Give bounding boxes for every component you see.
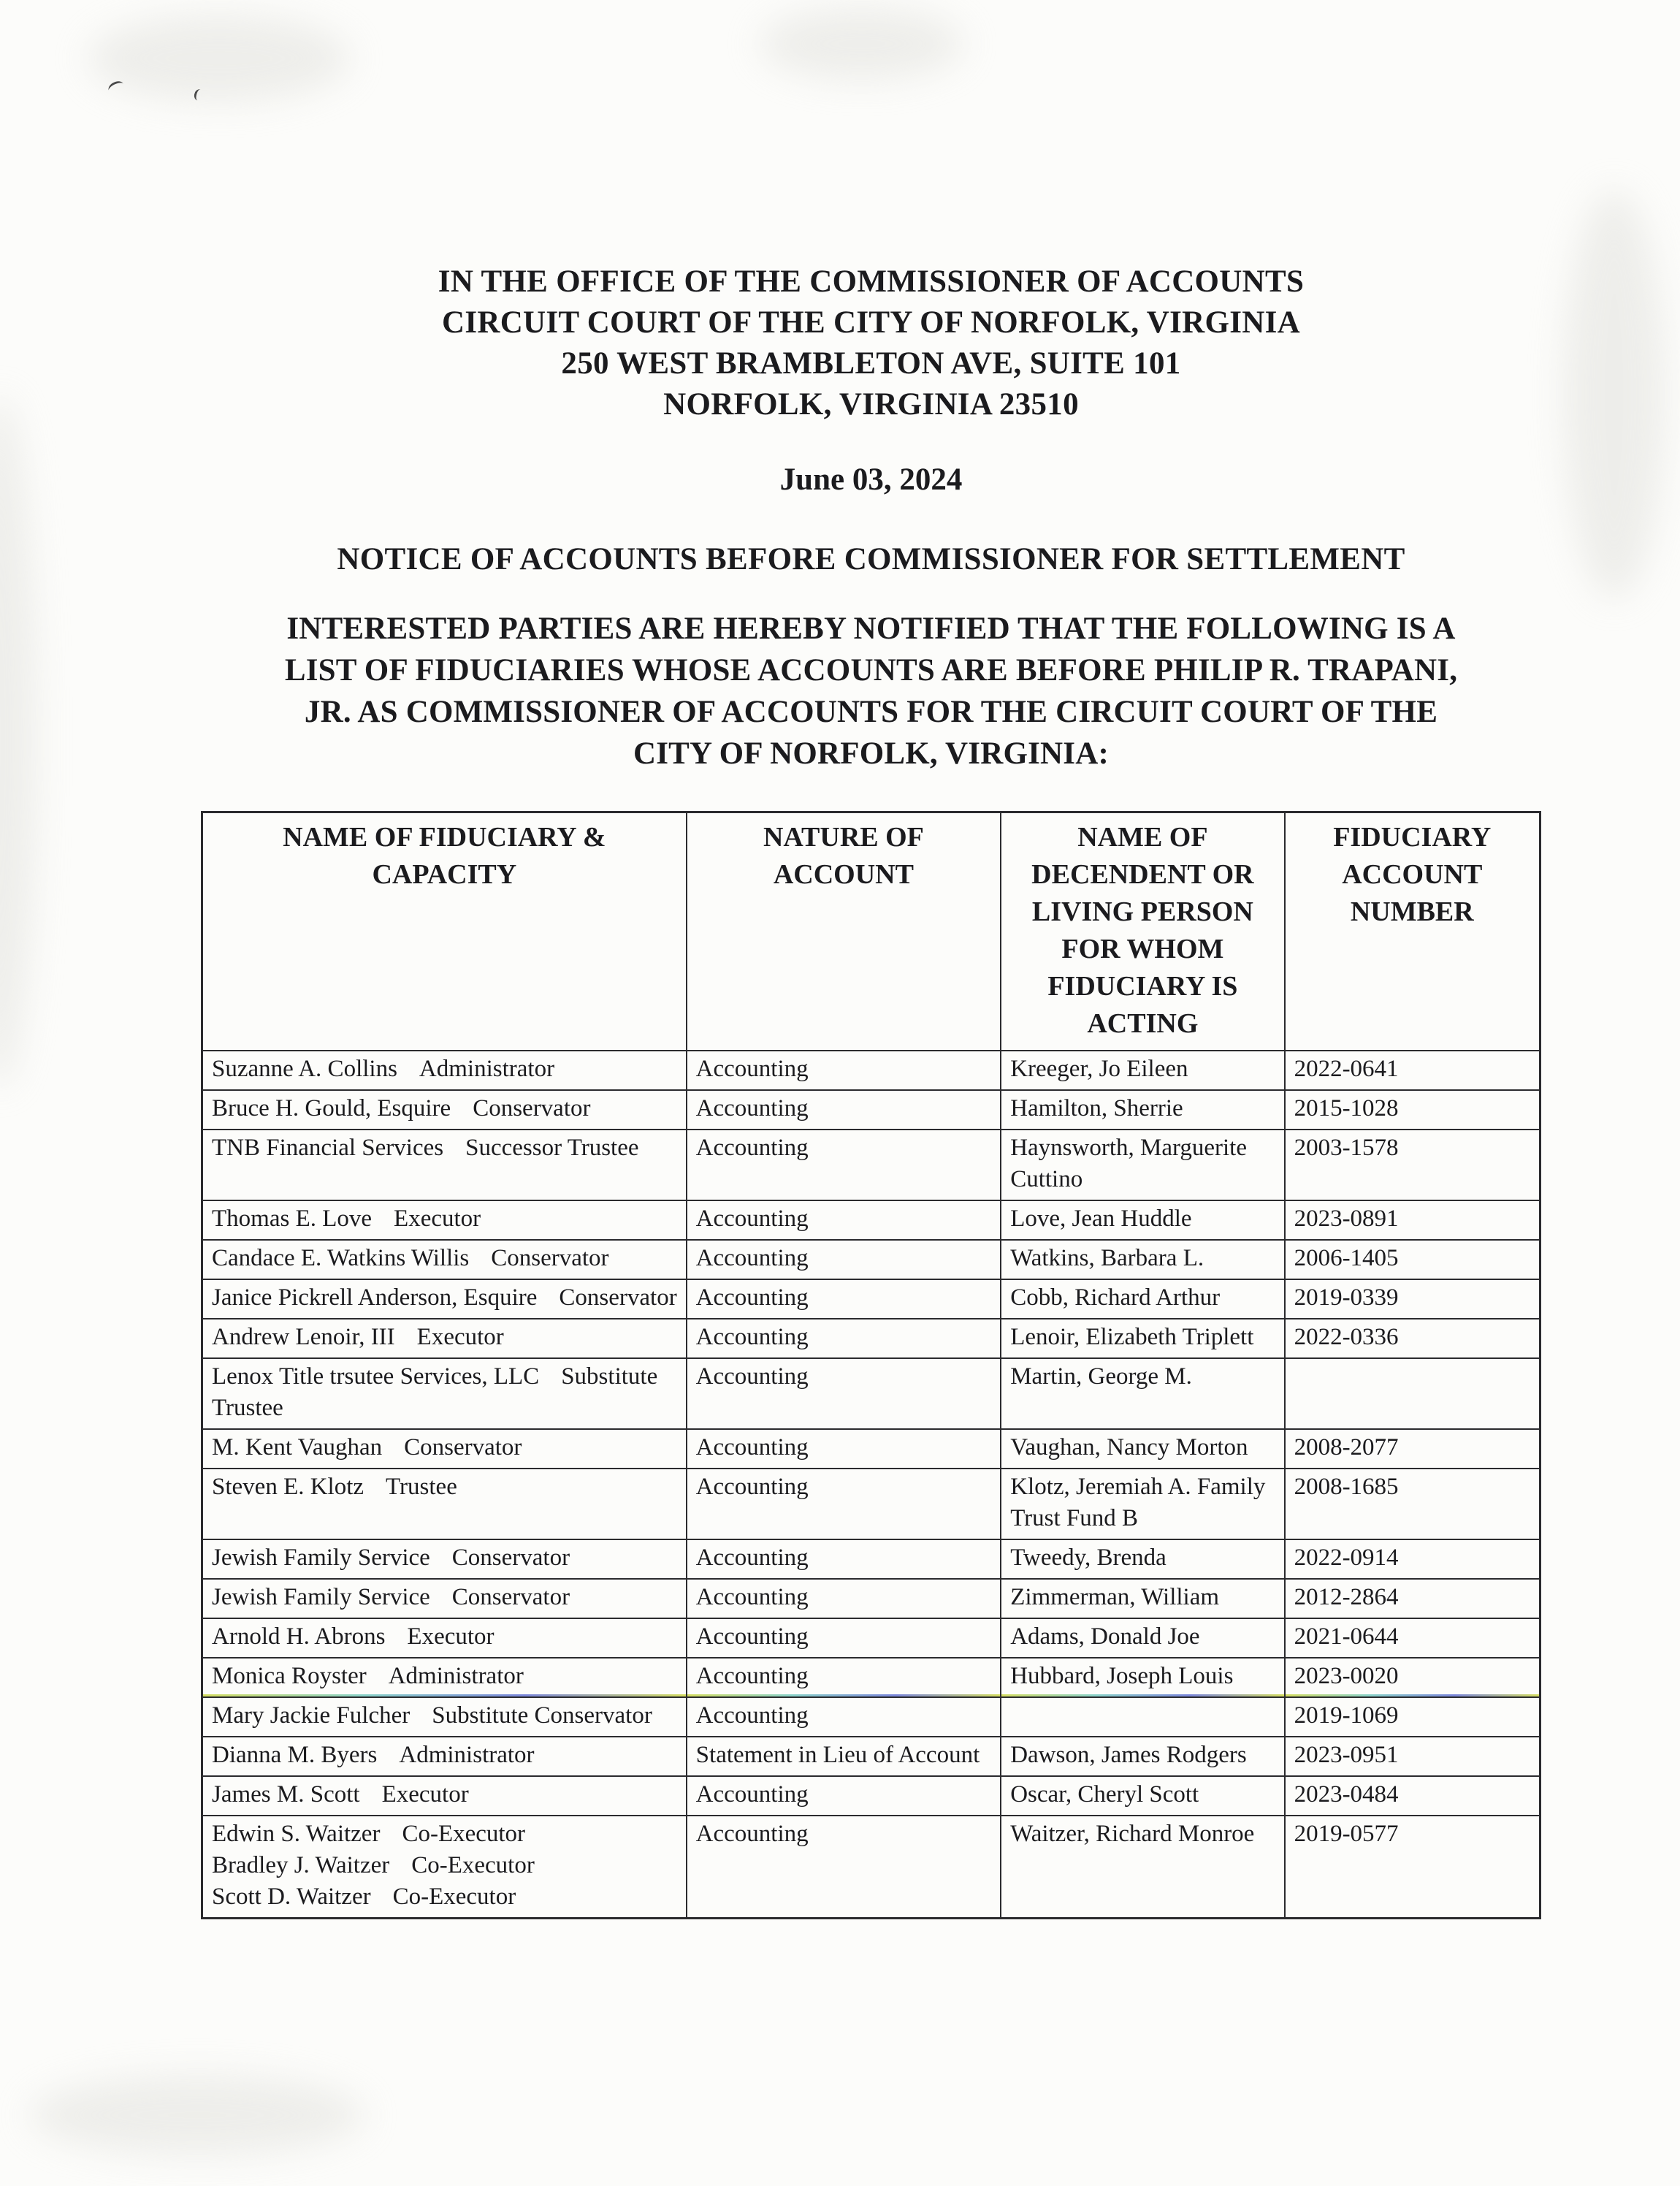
- decedent-cell: Tweedy, Brenda: [1001, 1539, 1284, 1579]
- fiduciary-capacity: Conservator: [451, 1545, 570, 1571]
- header-line: CIRCUIT COURT OF THE CITY OF NORFOLK, VIRGINIA: [441, 305, 1301, 340]
- fiduciary-capacity: Co-Executor: [411, 1852, 535, 1878]
- fiduciary-cell: [202, 1090, 687, 1130]
- fiduciary-name: Edwin S. Waitzer: [212, 1821, 381, 1847]
- fiduciary-name: Jewish Family Service: [212, 1545, 430, 1571]
- table-row: [202, 1130, 1540, 1200]
- table-row: [202, 1618, 1540, 1658]
- account-number-cell: 2015-1028: [1285, 1090, 1540, 1130]
- fiduciary-name: M. Kent Vaughan: [212, 1434, 383, 1460]
- fiduciary-capacity: Administrator: [419, 1056, 555, 1082]
- column-header-nature: NATURE OF ACCOUNT: [687, 812, 1001, 1051]
- decedent-cell: Adams, Donald Joe: [1001, 1618, 1284, 1658]
- scan-smudge: [1563, 190, 1665, 599]
- fiduciary-cell: [202, 1469, 687, 1539]
- fiduciary-name: Lenox Title trsutee Services, LLC: [212, 1363, 540, 1390]
- account-number-cell: 2023-0951: [1285, 1737, 1540, 1776]
- table-row: [202, 1658, 1540, 1697]
- nature-cell: Accounting: [687, 1816, 1001, 1919]
- fiduciary-name: Janice Pickrell Anderson, Esquire: [212, 1284, 538, 1311]
- decedent-cell: Hubbard, Joseph Louis: [1001, 1658, 1284, 1697]
- fiduciary-name: Bruce H. Gould, Esquire: [212, 1095, 451, 1121]
- notice-title: NOTICE OF ACCOUNTS BEFORE COMMISSIONER FOR SETTLEMENT: [337, 542, 1405, 576]
- table-row: [202, 1539, 1540, 1579]
- fiduciary-capacity: Co-Executor: [392, 1884, 516, 1910]
- nature-cell: Accounting: [687, 1240, 1001, 1279]
- account-number-cell: 2021-0644: [1285, 1618, 1540, 1658]
- fiduciary-line: [212, 1700, 677, 1732]
- header-line: IN THE OFFICE OF THE COMMISSIONER OF ACCOUNTS: [438, 264, 1305, 299]
- fiduciary-cell: [202, 1429, 687, 1469]
- fiduciary-capacity: Conservator: [491, 1245, 609, 1271]
- decedent-cell: Martin, George M.: [1001, 1358, 1284, 1429]
- table-row: [202, 1469, 1540, 1539]
- nature-cell: Accounting: [687, 1130, 1001, 1200]
- fiduciary-cell: [202, 1200, 687, 1240]
- scan-smudge: [88, 15, 351, 102]
- fiduciary-line: [212, 1361, 677, 1424]
- account-number-cell: 2019-0339: [1285, 1279, 1540, 1319]
- document-date: June 03, 2024: [779, 462, 963, 497]
- nature-cell: Accounting: [687, 1469, 1001, 1539]
- fiduciary-line: [212, 1542, 677, 1574]
- fiduciary-line: [212, 1881, 677, 1913]
- header-line: NORFOLK, VIRGINIA 23510: [663, 387, 1079, 422]
- fiduciary-capacity: Conservator: [473, 1095, 591, 1121]
- fiduciary-line: [212, 1432, 677, 1463]
- fiduciary-capacity: Conservator: [451, 1584, 570, 1610]
- fiduciary-line: [212, 1203, 677, 1235]
- scan-smudge: [760, 7, 964, 80]
- decedent-cell: Kreeger, Jo Eileen: [1001, 1051, 1284, 1090]
- account-number-cell: 2019-0577: [1285, 1816, 1540, 1919]
- fiduciary-cell: [202, 1319, 687, 1358]
- account-number-cell: 2008-2077: [1285, 1429, 1540, 1469]
- fiduciary-line: [212, 1243, 677, 1274]
- nature-cell: Accounting: [687, 1776, 1001, 1816]
- decedent-cell: Love, Jean Huddle: [1001, 1200, 1284, 1240]
- fiduciary-capacity: Conservator: [404, 1434, 522, 1460]
- fiduciary-name: Dianna M. Byers: [212, 1742, 378, 1768]
- decedent-cell: Klotz, Jeremiah A. Family Trust Fund B: [1001, 1469, 1284, 1539]
- fiduciary-capacity: Administrator: [388, 1663, 524, 1689]
- fiduciary-name: Thomas E. Love: [212, 1206, 373, 1232]
- table-body: [202, 1051, 1540, 1919]
- scan-smudge: [0, 395, 37, 1089]
- table-row: [202, 1090, 1540, 1130]
- account-number-cell: 2008-1685: [1285, 1469, 1540, 1539]
- fiduciary-name: Scott D. Waitzer: [212, 1884, 371, 1910]
- decedent-cell: Waitzer, Richard Monroe: [1001, 1816, 1284, 1919]
- fiduciary-cell: [202, 1539, 687, 1579]
- account-number-cell: 2003-1578: [1285, 1130, 1540, 1200]
- fiduciary-cell: [202, 1240, 687, 1279]
- fiduciary-line: [212, 1093, 677, 1124]
- account-number-cell: 2006-1405: [1285, 1240, 1540, 1279]
- fiduciary-cell: [202, 1051, 687, 1090]
- nature-cell: Accounting: [687, 1358, 1001, 1429]
- decedent-cell: Vaughan, Nancy Morton: [1001, 1429, 1284, 1469]
- table-header-row: [202, 812, 1540, 1051]
- account-number-cell: 2022-0336: [1285, 1319, 1540, 1358]
- table-row: [202, 1816, 1540, 1919]
- nature-cell: Accounting: [687, 1579, 1001, 1618]
- decedent-cell: Watkins, Barbara L.: [1001, 1240, 1284, 1279]
- fiduciary-name: Monica Royster: [212, 1663, 367, 1689]
- account-number-cell: 2019-1069: [1285, 1697, 1540, 1737]
- column-header-decedent: NAME OF DECENDENT OR LIVING PERSON FOR WHOM FIDUCIARY IS ACTING: [1001, 812, 1284, 1051]
- fiduciary-line: [212, 1471, 677, 1503]
- fiduciary-cell: [202, 1579, 687, 1618]
- fiduciary-line: [212, 1819, 677, 1850]
- table-row: [202, 1429, 1540, 1469]
- nature-cell: Accounting: [687, 1539, 1001, 1579]
- fiduciary-name: Candace E. Watkins Willis: [212, 1245, 470, 1271]
- column-header-account-number: FIDUCIARY ACCOUNT NUMBER: [1285, 812, 1540, 1051]
- fiduciary-name: TNB Financial Services: [212, 1135, 444, 1161]
- decedent-cell: Dawson, James Rodgers: [1001, 1737, 1284, 1776]
- table-row: [202, 1240, 1540, 1279]
- fiduciary-line: [212, 1322, 677, 1353]
- table-row: [202, 1358, 1540, 1429]
- account-number-cell: 2023-0020: [1285, 1658, 1540, 1697]
- fiduciary-name: Bradley J. Waitzer: [212, 1852, 390, 1878]
- fiduciary-line: [212, 1621, 677, 1653]
- fiduciary-capacity: Trustee: [386, 1474, 457, 1500]
- fiduciary-name: Arnold H. Abrons: [212, 1623, 386, 1650]
- document-page: [201, 262, 1541, 1919]
- table-row: [202, 1579, 1540, 1618]
- fiduciary-line: [212, 1850, 677, 1881]
- fiduciary-line: [212, 1054, 677, 1085]
- nature-cell: Accounting: [687, 1279, 1001, 1319]
- account-number-cell: 2022-0914: [1285, 1539, 1540, 1579]
- decedent-cell: [1001, 1697, 1284, 1737]
- fiduciary-capacity: Executor: [416, 1324, 504, 1350]
- header-line: 250 WEST BRAMBLETON AVE, SUITE 101: [561, 346, 1181, 381]
- fiduciary-cell: [202, 1358, 687, 1429]
- fiduciary-line: [212, 1582, 677, 1613]
- fiduciary-name: Steven E. Klotz: [212, 1474, 364, 1500]
- nature-cell: Statement in Lieu of Account: [687, 1737, 1001, 1776]
- nature-cell: Accounting: [687, 1200, 1001, 1240]
- fiduciary-capacity: Administrator: [399, 1742, 535, 1768]
- fiduciary-name: Andrew Lenoir, III: [212, 1324, 395, 1350]
- nature-cell: Accounting: [687, 1697, 1001, 1737]
- accounts-table: [201, 811, 1541, 1919]
- fiduciary-capacity: Executor: [394, 1206, 481, 1232]
- fiduciary-capacity: Substitute Conservator: [432, 1702, 652, 1729]
- fiduciary-cell: [202, 1658, 687, 1697]
- fiduciary-capacity: Executor: [407, 1623, 495, 1650]
- nature-cell: Accounting: [687, 1051, 1001, 1090]
- decedent-cell: Hamilton, Sherrie: [1001, 1090, 1284, 1130]
- fiduciary-capacity: Substitute Trustee: [212, 1363, 658, 1421]
- nature-cell: Accounting: [687, 1618, 1001, 1658]
- fiduciary-line: [212, 1282, 677, 1314]
- account-number-cell: [1285, 1358, 1540, 1429]
- table-row: [202, 1279, 1540, 1319]
- nature-cell: Accounting: [687, 1658, 1001, 1697]
- account-number-cell: 2012-2864: [1285, 1579, 1540, 1618]
- fiduciary-line: [212, 1740, 677, 1771]
- table-row: [202, 1051, 1540, 1090]
- account-number-cell: 2023-0891: [1285, 1200, 1540, 1240]
- fiduciary-line: [212, 1779, 677, 1810]
- table-row: [202, 1776, 1540, 1816]
- fiduciary-name: Suzanne A. Collins: [212, 1056, 397, 1082]
- fiduciary-capacity: Successor Trustee: [465, 1135, 639, 1161]
- fiduciary-name: Mary Jackie Fulcher: [212, 1702, 411, 1729]
- fiduciary-capacity: Co-Executor: [402, 1821, 526, 1847]
- fiduciary-capacity: Executor: [381, 1781, 469, 1808]
- fiduciary-name: Jewish Family Service: [212, 1584, 430, 1610]
- nature-cell: Accounting: [687, 1319, 1001, 1358]
- table-row: [202, 1737, 1540, 1776]
- intro-paragraph: INTERESTED PARTIES ARE HEREBY NOTIFIED THAT THE FOLLOWING IS A LIST OF FIDUCIARIES WHOSE ACCOUNTS ARE BEFORE PHILIP R. TRAPANI, JR. AS COMMISSIONER OF ACCOUNTS FOR THE CIRCUIT COURT OF THE CITY OF NORFOLK, VIRGINIA:: [284, 612, 1458, 771]
- decedent-cell: Zimmerman, William: [1001, 1579, 1284, 1618]
- nature-cell: Accounting: [687, 1429, 1001, 1469]
- fiduciary-line: [212, 1132, 677, 1164]
- table-row: [202, 1319, 1540, 1358]
- fiduciary-cell: [202, 1618, 687, 1658]
- fiduciary-cell: [202, 1816, 687, 1919]
- table-row: [202, 1200, 1540, 1240]
- court-header: [201, 262, 1541, 425]
- account-number-cell: 2022-0641: [1285, 1051, 1540, 1090]
- nature-cell: Accounting: [687, 1090, 1001, 1130]
- fiduciary-cell: [202, 1279, 687, 1319]
- fiduciary-name: James M. Scott: [212, 1781, 360, 1808]
- decedent-cell: Cobb, Richard Arthur: [1001, 1279, 1284, 1319]
- fiduciary-cell: [202, 1737, 687, 1776]
- scan-smudge: [29, 2075, 365, 2155]
- column-header-fiduciary: NAME OF FIDUCIARY & CAPACITY: [202, 812, 687, 1051]
- table-row: [202, 1697, 1540, 1737]
- fiduciary-cell: [202, 1776, 687, 1816]
- fiduciary-cell: [202, 1130, 687, 1200]
- fiduciary-capacity: Conservator: [559, 1284, 677, 1311]
- fiduciary-cell: [202, 1697, 687, 1737]
- decedent-cell: Haynsworth, Marguerite Cuttino: [1001, 1130, 1284, 1200]
- fiduciary-line: [212, 1661, 677, 1692]
- account-number-cell: 2023-0484: [1285, 1776, 1540, 1816]
- decedent-cell: Lenoir, Elizabeth Triplett: [1001, 1319, 1284, 1358]
- decedent-cell: Oscar, Cheryl Scott: [1001, 1776, 1284, 1816]
